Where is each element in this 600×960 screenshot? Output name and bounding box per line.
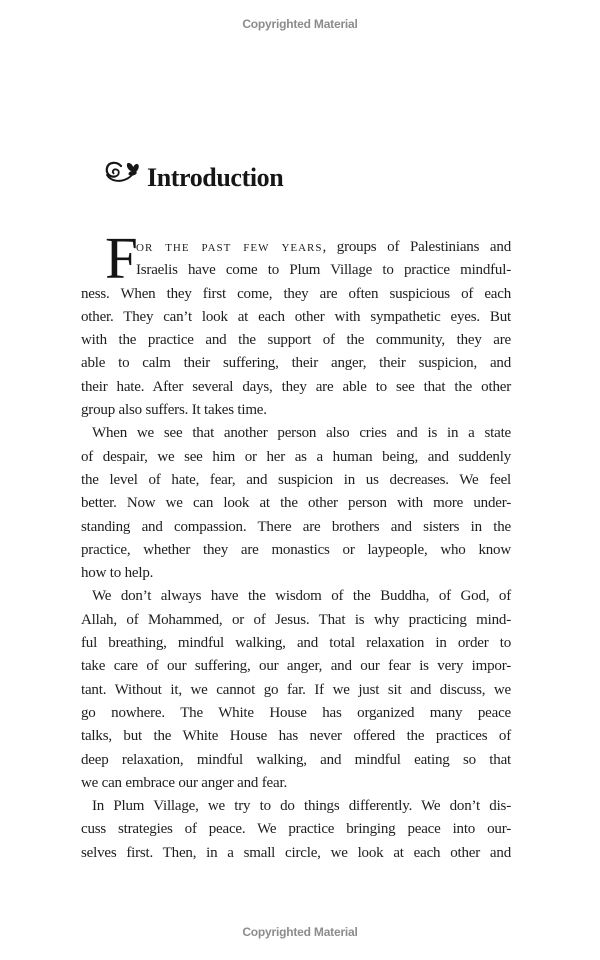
- copyright-notice-bottom: Copyrighted Material: [242, 925, 358, 939]
- paragraph: [81, 225, 511, 422]
- text-line: ful breathing, mindful walking, and total relaxation in order to: [81, 635, 511, 652]
- dropcap-letter: F: [105, 225, 138, 291]
- paragraph: [81, 585, 511, 795]
- paragraph: [81, 795, 511, 865]
- text-line: tant. Without it, we cannot go far. If we just sit and discuss, we: [81, 681, 511, 698]
- text-line: the level of hate, fear, and suspicion in us decreases. We feel: [81, 471, 511, 488]
- fleuron-ornament-icon: [105, 160, 139, 190]
- text-line: standing and compassion. There are brothers and sisters in the: [81, 518, 511, 535]
- copyright-notice-top: Copyrighted Material: [242, 17, 358, 31]
- text-line: cuss strategies of peace. We practice bringing peace into our-: [81, 821, 511, 838]
- text-line: Israelis have come to Plum Village to practice mindful-: [136, 262, 511, 279]
- text-line: We don’t always have the wisdom of the Buddha, of God, of: [92, 588, 511, 605]
- text-line: with the practice and the support of the community, they are: [81, 332, 511, 349]
- text-line: go nowhere. The White House has organized many peace: [81, 704, 511, 721]
- text-line: deep relaxation, mindful walking, and mindful eating so that: [81, 751, 511, 768]
- text-line: practice, whether they are monastics or laypeople, who know: [81, 541, 511, 558]
- smallcaps-opening: or the past few years: [136, 239, 323, 255]
- text-line: we can embrace our anger and fear.: [81, 774, 287, 791]
- paragraph: [81, 422, 511, 585]
- text-line: of despair, we see him or her as a human being, and suddenly: [81, 448, 511, 465]
- text-line: able to calm their suffering, their anger, their suspicion, and: [81, 355, 511, 372]
- text-line: In Plum Village, we try to do things differently. We don’t dis-: [92, 798, 511, 815]
- body-text: [81, 225, 511, 865]
- chapter-title: Introduction: [147, 163, 284, 192]
- text-line: group also suffers. It takes time.: [81, 402, 267, 419]
- text-line: ness. When they first come, they are often suspicious of each: [81, 285, 511, 302]
- chapter-heading: [105, 160, 283, 191]
- text-line: talks, but the White House has never offered the practices of: [81, 728, 511, 745]
- text-line: selves first. Then, in a small circle, we look at each other and: [81, 844, 511, 861]
- text-line: better. Now we can look at the other person with more under-: [81, 495, 511, 512]
- text-line: When we see that another person also cries and is in a state: [92, 425, 511, 442]
- text-line: their hate. After several days, they are able to see that the other: [81, 378, 511, 395]
- text-line: other. They can’t look at each other with sympathetic eyes. But: [81, 308, 511, 325]
- text-line: Allah, of Mohammed, or of Jesus. That is why practicing mind-: [81, 611, 511, 628]
- text-line: or the past few years, groups of Palestinians and: [136, 239, 511, 255]
- text-line: take care of our suffering, our anger, and our fear is very impor-: [81, 658, 511, 675]
- text-line: how to help.: [81, 565, 154, 582]
